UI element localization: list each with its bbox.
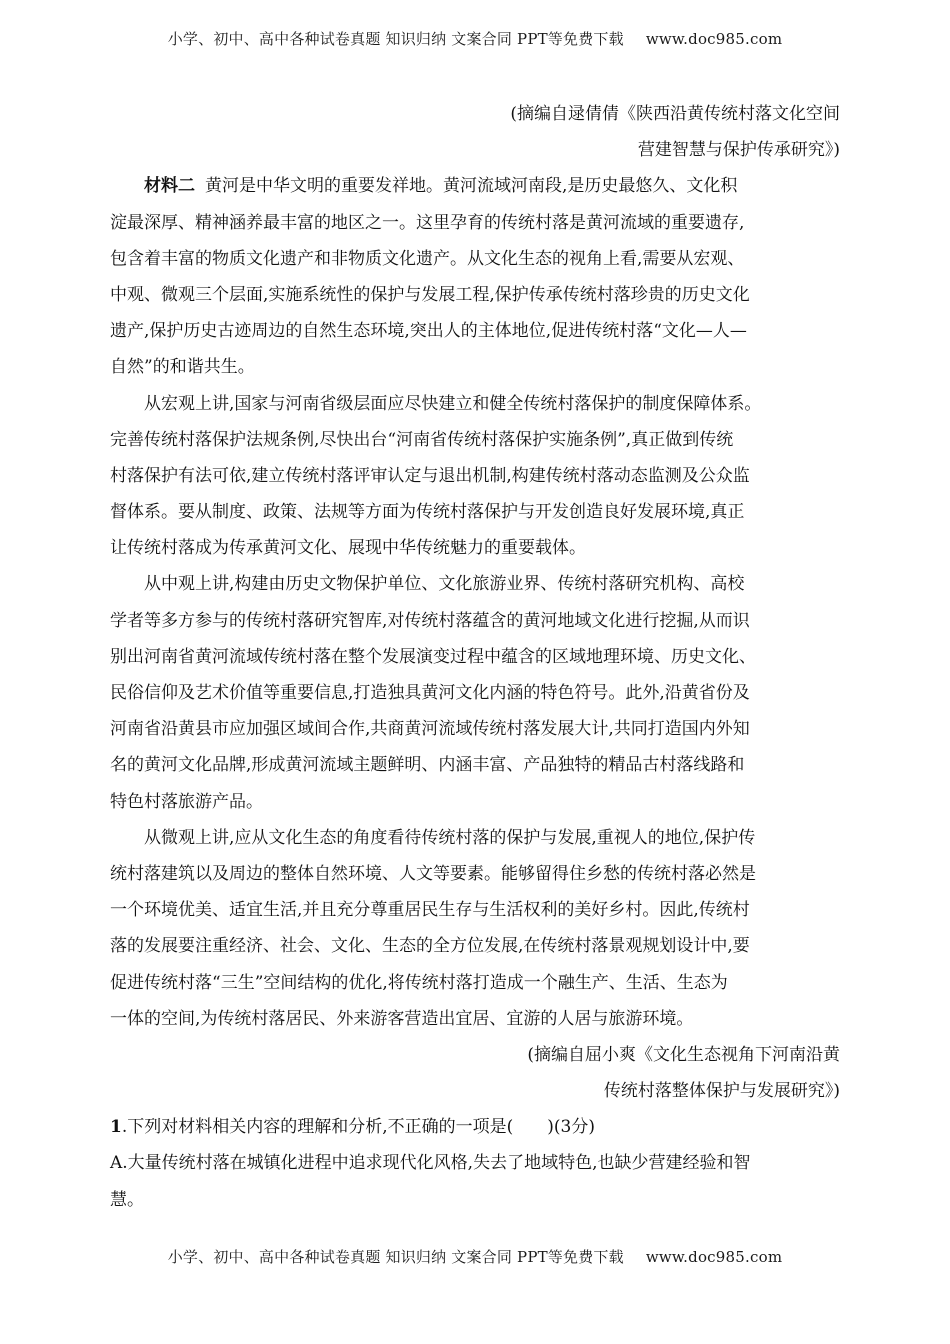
question-stem: .下列对材料相关内容的理解和分析,不正确的一项是( )(3分) (121, 1117, 595, 1138)
paragraph-line: 淀最深厚、精神涵养最丰富的地区之一。这里孕育的传统村落是黄河流域的重要遗存, (110, 212, 745, 233)
paragraph-line: 落的发展要注重经济、社会、文化、生态的全方位发展,在传统村落景观规划设计中,要 (110, 936, 750, 957)
citation-line: 营建智慧与保护传承研究》) (637, 140, 840, 161)
paragraph-line: 促进传统村落“三生”空间结构的优化,将传统村落打造成一个融生产、生活、生态为 (110, 972, 728, 993)
question-1 (110, 1109, 840, 1218)
material2-paragraph-4 (110, 820, 840, 1037)
paragraph-line: 河南省沿黄县市应加强区域间合作,共商黄河流域传统村落发展大计,共同打造国内外知 (110, 719, 750, 740)
paragraph-line: 别出河南省黄河流域传统村落在整个发展演变过程中蕴含的区域地理环境、历史文化、 (110, 646, 756, 667)
citation-1 (110, 96, 840, 168)
paragraph-line: 统村落建筑以及周边的整体自然环境、人文等要素。能够留得住乡愁的传统村落必然是 (110, 863, 756, 884)
paragraph-line: 从宏观上讲,国家与河南省级层面应尽快建立和健全传统村落保护的制度保障体系。 (144, 393, 762, 414)
page-footer (0, 1246, 950, 1267)
paragraph-line: 村落保护有法可依,建立传统村落评审认定与退出机制,构建传统村落动态监测及公众监 (110, 465, 750, 486)
material-label: 材料二 (144, 176, 195, 197)
option-a-line: 慧。 (110, 1189, 144, 1210)
paragraph-line: 遗产,保护历史古迹周边的自然生态环境,突出人的主体地位,促进传统村落“文化—人— (110, 321, 747, 342)
paragraph-line: 一体的空间,为传统村落居民、外来游客营造出宜居、宜游的人居与旅游环境。 (110, 1008, 694, 1029)
paragraph-line: 中观、微观三个层面,实施系统性的保护与发展工程,保护传承传统村落珍贵的历史文化 (110, 284, 750, 305)
document-body (110, 96, 840, 1218)
paragraph-line: 民俗信仰及艺术价值等重要信息,打造独具黄河文化内涵的特色符号。此外,沿黄省份及 (110, 683, 750, 703)
material2-paragraph-3 (110, 566, 840, 819)
paragraph-line: 让传统村落成为传承黄河文化、展现中华传统魅力的重要载体。 (110, 538, 586, 559)
paragraph-line: 学者等多方参与的传统村落研究智库,对传统村落蕴含的黄河地域文化进行挖掘,从而识 (110, 610, 750, 631)
paragraph-line: 特色村落旅游产品。 (110, 791, 263, 812)
option-a-line: A.大量传统村落在城镇化进程中追求现代化风格,失去了地域特色,也缺少营建经验和智 (110, 1153, 751, 1174)
paragraph-line: 督体系。要从制度、政策、法规等方面为传统村落保护与开发创造良好发展环境,真正 (110, 502, 745, 523)
header-text: 小学、初中、高中各种试卷真题 知识归纳 文案合同 PPT等免费下载 (167, 30, 624, 48)
material2-paragraph-1 (110, 168, 840, 385)
paragraph-line: 从微观上讲,应从文化生态的角度看待传统村落的保护与发展,重视人的地位,保护传 (144, 827, 756, 848)
paragraph-line: 从中观上讲,构建由历史文物保护单位、文化旅游业界、传统村落研究机构、高校 (144, 574, 745, 595)
paragraph-line: 完善传统村落保护法规条例,尽快出台“河南省传统村落保护实施条例”,真正做到传统 (110, 429, 734, 450)
material2-paragraph-2 (110, 386, 840, 567)
footer-text: 小学、初中、高中各种试卷真题 知识归纳 文案合同 PPT等免费下载 (167, 1248, 624, 1266)
footer-url[interactable]: www.doc985.com (645, 1248, 783, 1266)
paragraph-line: 黄河是中华文明的重要发祥地。黄河流域河南段,是历史最悠久、文化积 (205, 176, 738, 197)
page-header (0, 28, 950, 49)
paragraph-line: 名的黄河文化品牌,形成黄河流域主题鲜明、内涵丰富、产品独特的精品古村落线路和 (110, 755, 745, 776)
citation-line: (摘编自屈小爽《文化生态视角下河南沿黄 (527, 1044, 840, 1065)
paragraph-line: 一个环境优美、适宜生活,并且充分尊重居民生存与生活权利的美好乡村。因此,传统村 (110, 900, 750, 921)
citation-line: 传统村落整体保护与发展研究》) (603, 1081, 840, 1102)
question-number: 1 (110, 1117, 122, 1138)
paragraph-line: 自然”的和谐共生。 (110, 357, 255, 378)
citation-2 (110, 1037, 840, 1109)
paragraph-line: 包含着丰富的物质文化遗产和非物质文化遗产。从文化生态的视角上看,需要从宏观、 (110, 248, 745, 269)
header-url[interactable]: www.doc985.com (645, 30, 783, 48)
citation-line: (摘编自逯倩倩《陕西沿黄传统村落文化空间 (510, 104, 840, 124)
